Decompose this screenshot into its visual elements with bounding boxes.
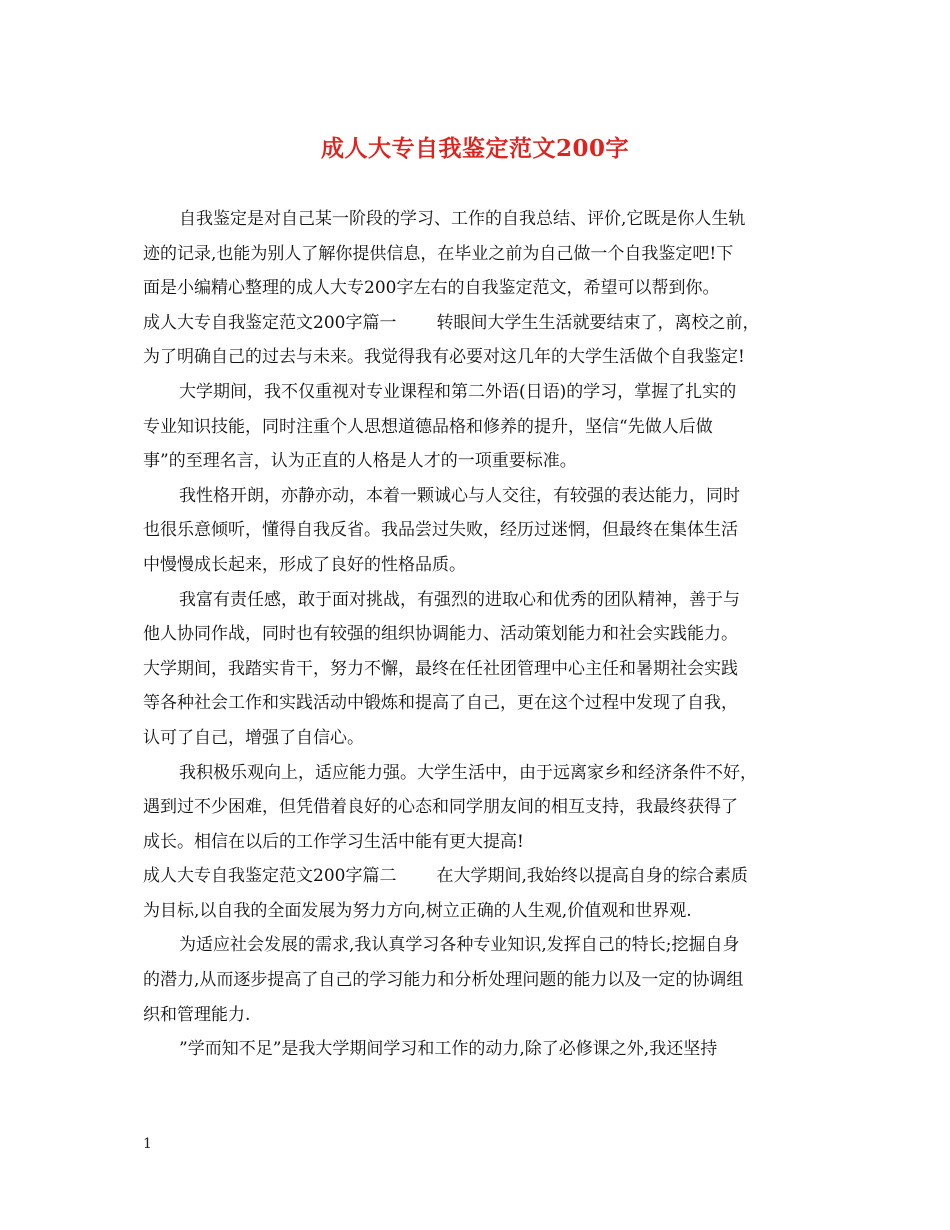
text-line: 自我鉴定是对自己某一阶段的学习、工作的自我总结、评价,它既是你人生轨 — [179, 209, 746, 229]
text-line: 认可了自己，增强了自信心。 — [143, 727, 364, 748]
text-line: 我性格开朗，亦静亦动，本着一颗诚心与人交往，有较强的表达能力，同时 — [179, 485, 740, 506]
text-line: 面是小编精心整理的成人大专200字左右的自我鉴定范文，希望可以帮到你。 — [143, 278, 720, 299]
section-one-line — [143, 306, 833, 341]
text-line: 的潜力,从而逐步提高了自己的学习能力和分析处理问题的能力以及一定的协调组 — [143, 970, 744, 991]
text-line: 专业知识技能，同时注重个人思想道德品格和修养的提升，坚信“先做人后做 — [143, 416, 713, 437]
section-two-heading: 成人大专自我鉴定范文200字篇二 — [143, 866, 397, 887]
section-one-text: 转眼间大学生生活就要结束了，离校之前， — [436, 312, 760, 333]
section-two-text: 在大学期间,我始终以提高自身的综合素质 — [436, 866, 748, 887]
document-body — [143, 202, 833, 1067]
text-line: 织和管理能力. — [143, 1004, 251, 1025]
text-line: 等各种社会工作和实践活动中锻炼和提高了自己，更在这个过程中发现了自我， — [143, 693, 738, 714]
text-line: 为了明确自己的过去与未来。我觉得我有必要对这几年的大学生活做个自我鉴定! — [143, 347, 745, 368]
text-line: 迹的记录,也能为别人了解你提供信息，在毕业之前为自己做一个自我鉴定吧!下 — [143, 243, 734, 264]
text-line: 大学期间，我不仅重视对专业课程和第二外语(日语)的学习，掌握了扎实的 — [179, 381, 737, 402]
text-line: 中慢慢成长起来，形成了良好的性格品质。 — [143, 554, 466, 575]
document-title: 成人大专自我鉴定范文200字 — [320, 135, 629, 162]
text-line: 大学期间，我踏实肯干，努力不懈，最终在任社团管理中心主任和暑期社会实践 — [143, 658, 738, 679]
section-one-heading: 成人大专自我鉴定范文200字篇一 — [143, 312, 397, 333]
text-line: 我富有责任感，敢于面对挑战，有强烈的进取心和优秀的团队精神，善于与 — [179, 589, 740, 610]
text-line: 为目标,以自我的全面发展为努力方向,树立正确的人生观,价值观和世界观. — [143, 900, 692, 921]
text-line: ”学而知不足”是我大学期间学习和工作的动力,除了必修课之外,我还坚持 — [179, 1039, 718, 1060]
text-line: 事”的至理名言，认为正直的人格是人才的一项重要标准。 — [143, 451, 577, 472]
text-line: 为适应社会发展的需求,我认真学习各种专业知识,发挥自己的特长;挖掘自身 — [179, 935, 740, 956]
text-line: 我积极乐观向上，适应能力强。大学生活中，由于远离家乡和经济条件不好， — [179, 762, 757, 783]
text-line: 成长。相信在以后的工作学习生活中能有更大提高! — [143, 831, 524, 852]
text-line: 也很乐意倾听，懂得自我反省。我品尝过失败，经历过迷惘，但最终在集体生活 — [143, 520, 738, 541]
text-line: 遇到过不少困难，但凭借着良好的心态和同学朋友间的相互支持，我最终获得了 — [143, 797, 738, 818]
section-two-line — [143, 859, 833, 894]
page-number: 1 — [143, 1136, 152, 1152]
text-line: 他人协同作战，同时也有较强的组织协调能力、活动策划能力和社会实践能力。 — [143, 624, 738, 645]
